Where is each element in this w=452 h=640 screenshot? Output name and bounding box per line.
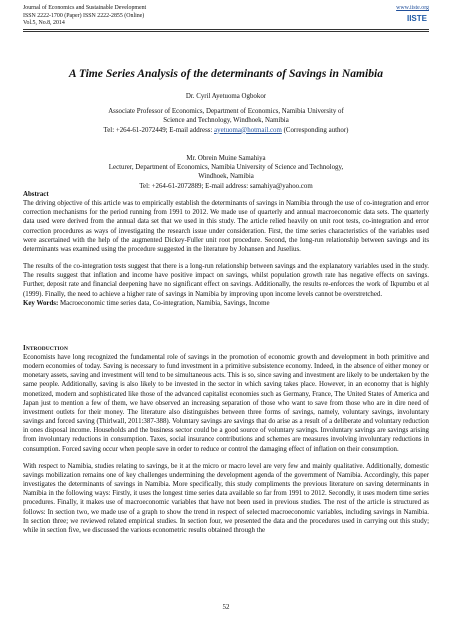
introduction-heading: INTRODUCTION xyxy=(23,344,68,352)
introduction-paragraph-2: With respect to Namibia, studies relating to savings, be it at the micro or macro level are very few and mainly qualitative. Additionally, domestic savings mobilization remains one of key challenges undermining the development agenda of the government of Namibia. Accordingly, this paper investigates the determinants of savings in Namibia. More specifically, this study compliments the previous literature on saving determinants in Namibia in the following ways: Firstly, it uses the longest time series data available so far from 1991 to 2012. Secondly, it uses modern time series procedures. Finally, it makes use of macroeconomic variables that have not been used in previous studies. The rest of the article is structured as follows: In section two, we made use of a graph to show the trend in respect of selected macroeconomic variables, including savings in Namibia. In section three; we reviewed related empirical studies. In section four, we presented the data and the procedures used in carrying out this study; while in section five, we discussed the various econometric results obtained through the xyxy=(23,462,429,534)
author1-email-link[interactable]: ayetuoma@hotmail.com xyxy=(214,126,282,134)
author2-name: Mr. Obrein Muine Samahiya xyxy=(186,155,266,162)
keywords-text: Macroeconomic time series data, Co-integration, Namibia, Savings, Income xyxy=(58,299,270,307)
journal-url-link[interactable]: www.iiste.org xyxy=(396,5,429,11)
author1-contact-suffix: (Corresponding author) xyxy=(281,126,349,134)
introduction-section xyxy=(23,353,429,535)
author1-affiliation-1: Associate Professor of Economics, Department of Economics, Namibia University of xyxy=(108,108,344,116)
iiste-logo-icon xyxy=(405,13,429,23)
author2-affiliation-2: Windhoek, Namibia xyxy=(198,173,254,181)
abstract-section xyxy=(23,190,429,308)
abstract-heading: Abstract xyxy=(23,191,49,198)
author2-block xyxy=(23,154,429,191)
keywords-label: Key Words: xyxy=(23,299,59,307)
page-number: 52 xyxy=(222,604,230,611)
journal-header xyxy=(23,5,429,28)
abstract-paragraph-1: The driving objective of this article was to empirically establish the determinants of savings in Namibia through the use of co-integration and error correction mechanisms for the period running from 1991 to 2012. We made use of quarterly and annual macroeconomic data sets. The quarterly data used were derived from the annual data set that we used in this study. The article relied heavily on unit root tests, co-integration and error correction procedures as ways of investigating the research issue under consideration. First, the time series characteristics of the variables used were ascertained with the help of the augmented Dickey-Fuller unit root procedure. Second, the long-run relationship between savings and its determinants was examined using the procedure suggested in the literature by Johansen and Juselius. xyxy=(23,200,429,253)
journal-volume: Vol.5, No.8, 2014 xyxy=(23,20,65,27)
author1-contact xyxy=(23,126,429,135)
journal-issn: ISSN 2222-1700 (Paper) ISSN 2222-2855 (Online) xyxy=(23,12,145,19)
introduction-paragraph-1: Economists have long recognized the fundamental role of savings in the promotion of economic growth and development in both primitive and modern economies of today. Saving is necessary to fund investment in a primitive subsistence economy. Indeed, in the absence of either money or monetary assets, saving and investment will tend to be simultaneous acts. This is so, since saving and investment are likely to be undertaken by the same people. Additionally, saving is also likely to be invested in the sector in which saving takes place. However, in an economy that is highly monetized, modern and sophisticated like those of the advanced capitalist economies such as Germany, France, The United States of America and Japan just to mention a few of them, we have observed an increasing separation of those who want to save from those who are in dire need of investment outlets for their money. The literature also distinguishes between three forms of savings, namely, voluntary savings, involuntary savings and forced saving (Thirlwall, 2011:387-388). Voluntary savings are savings that do arise as a result of a deliberate and voluntary reduction in ones disposal income. Households and the business sector could be a good source of voluntary savings. Involuntary savings are savings arising from involuntary reductions in consumption. Taxes, social insurance contributions and schemes are measures involving involuntary reductions in consumption. Forced saving occur when people save in order to reduce or control the damaging effect of inflation on their consumption. xyxy=(23,354,429,453)
author2-contact: Tel: +264-61-2072889; E-mail address: samahiya@yahoo.com xyxy=(139,182,313,190)
header-rule-top xyxy=(23,29,429,30)
author1-contact-prefix: Tel: +264-61-2072449; E-mail address: xyxy=(103,126,215,134)
author1-name: Dr. Cyril Ayetuoma Ogbokor xyxy=(185,93,267,100)
abstract-paragraph-2: The results of the co-integration tests suggest that there is a long-run relationship between savings and the explanatory variables used in the study. The results suggest that inflation and income have positive impact on savings, whilst population growth rate has negative effects on savings. Further, deposit rate and financial deepening have no significant effect on savings. Additionally, the results re-enforces the work of Ikpumbu et al (1999). Finally, the need to achieve a higher rate of savings in Namibia by improving upon income levels cannot be overstretched. xyxy=(23,263,429,298)
author2-affiliation-1: Lecturer, Department of Economics, Namibia University of Science and Technology, xyxy=(108,164,344,172)
author1-affiliation-2: Science and Technology, Windhoek, Namibia xyxy=(163,117,289,125)
author1-block xyxy=(23,92,429,135)
logo-text: IISTE xyxy=(406,14,428,23)
header-rule-bottom xyxy=(23,31,429,32)
paper-title: A Time Series Analysis of the determinants of Savings in Namibia xyxy=(68,67,384,80)
journal-name: Journal of Economics and Sustainable Development xyxy=(23,5,147,11)
keywords-line xyxy=(23,299,429,308)
